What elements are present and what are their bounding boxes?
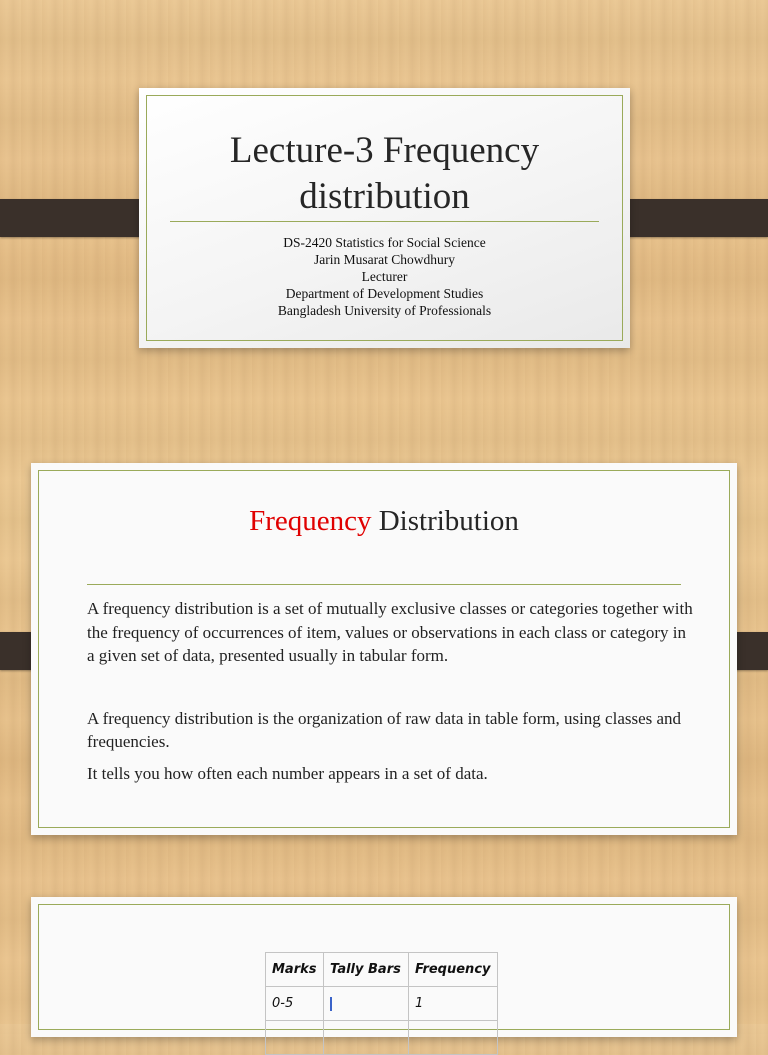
header-marks: Marks [266, 953, 324, 987]
cell-tally [324, 987, 409, 1021]
title-divider [170, 221, 599, 222]
title-highlight: Frequency [249, 505, 372, 537]
slide-body [87, 597, 697, 785]
table-header-row [266, 953, 498, 987]
header-frequency: Frequency [409, 953, 498, 987]
position-line: Lecturer [361, 269, 408, 284]
author-line: Jarin Musarat Chowdhury [314, 252, 455, 267]
university-line: Bangladesh University of Professionals [277, 303, 492, 318]
definition-slide [31, 463, 737, 835]
cell-frequency: 1 [409, 987, 498, 1021]
frequency-table [265, 952, 498, 1055]
course-line: DS-2420 Statistics for Social Science [283, 235, 486, 250]
slide1-right-band [613, 199, 768, 237]
definition-paragraph-2: A frequency distribution is the organization of raw data in table form, using classes and frequencies. [87, 708, 682, 751]
department-line: Department of Development Studies [285, 286, 484, 301]
definition-paragraph-1: A frequency distribution is a set of mutually exclusive classes or categories together with the frequency of occurrences of item, values or observations in each class or category in a given set of data, presented usually in tabular form. [87, 599, 693, 665]
header-tally-bars: Tally Bars [324, 953, 409, 987]
table-row [266, 987, 498, 1021]
slide-title [31, 503, 737, 539]
tally-bar-icon [330, 997, 332, 1011]
slide1-left-band [0, 199, 155, 237]
title-divider [87, 584, 681, 585]
title-rest: Distribution [371, 505, 519, 537]
slide-title: Lecture-3 Frequency distribution [229, 130, 540, 217]
cell-marks: 0-5 [266, 987, 324, 1021]
slide-subtitle [159, 234, 610, 319]
definition-paragraph-3: It tells you how often each number appears in a set of data. [87, 763, 488, 783]
table-slide [31, 897, 737, 1037]
title-slide [139, 88, 630, 348]
table-row [266, 1021, 498, 1055]
